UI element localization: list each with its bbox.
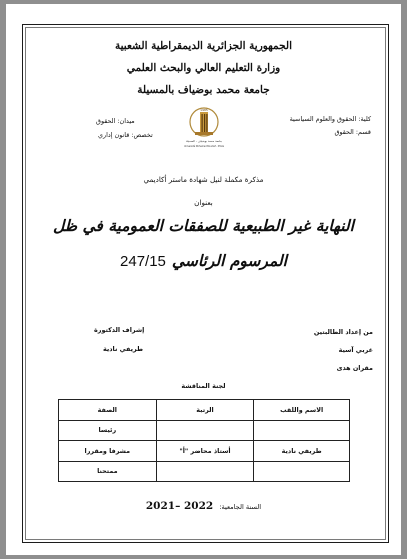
table-row — [59, 441, 350, 462]
committee-label: لجنة المناقشة — [181, 382, 226, 390]
cell-rank — [156, 420, 254, 441]
university-heading: جامعة محمد بوضياف بالمسيلة — [137, 84, 270, 96]
faculty-label: كلية: الحقوق والعلوم السياسية — [289, 115, 371, 123]
committee-table — [58, 399, 350, 482]
republic-heading: الجمهورية الجزائرية الديمقراطية الشعبية — [114, 40, 292, 52]
header-name: الاسم واللقب — [254, 400, 350, 421]
document-page — [6, 4, 401, 555]
supervisor-name: طريفي نادية — [103, 345, 144, 353]
header-role: الصفة — [59, 400, 157, 421]
table-row — [59, 420, 350, 441]
table-row — [59, 461, 350, 482]
cell-name — [254, 461, 350, 482]
cell-role: رئيسا — [59, 420, 157, 441]
supervisor-label: إشراف الدكتورة — [94, 326, 145, 334]
academic-year-label: السنة الجامعية: — [219, 503, 262, 511]
thesis-title-line1: النهاية غير الطبيعية للصفقات العمومية في ظل — [53, 216, 354, 235]
ministry-heading: وزارة التعليم العالي والبحث العلمي — [126, 62, 281, 74]
memo-titled: بعنوان — [194, 198, 213, 207]
cell-role: مشرفا ومقررا — [59, 441, 157, 462]
academic-year — [6, 500, 401, 512]
university-logo — [181, 104, 227, 150]
logo-name-fr: Université Mohamed Boudiaf - M'sila — [184, 145, 224, 148]
cell-role: ممتحنا — [59, 461, 157, 482]
academic-year-value: 2021– 2022 — [145, 500, 214, 512]
cell-name — [254, 420, 350, 441]
thesis-title-decree: المرسوم الرئاسي — [171, 251, 287, 270]
header-rank: الرتبة — [156, 400, 254, 421]
thesis-title-number: 247/15 — [120, 253, 166, 270]
domain-label: ميدان: الحقوق — [96, 117, 135, 125]
memo-type: مذكرة مكملة لنيل شهادة ماستر أكاديمي — [143, 175, 264, 184]
students-label: من إعداد الطالبتين — [313, 328, 373, 336]
department-label: قسم: الحقوق — [334, 128, 371, 136]
thesis-title-line2 — [6, 251, 401, 270]
cell-rank: أستاذ محاضر "أ" — [156, 441, 254, 462]
specialty-label: تخصص: قانون إداري — [98, 131, 153, 139]
committee-header-row — [59, 400, 350, 421]
student-name-1: غربي آسية — [338, 346, 373, 354]
logo-year: 1985 — [200, 108, 208, 112]
cell-rank — [156, 461, 254, 482]
logo-name-ar: جامعة محمد بوضياف - المسيلة — [185, 139, 223, 143]
cell-name: طريفي نادية — [254, 441, 350, 462]
student-name-2: مقران هدى — [336, 364, 373, 372]
